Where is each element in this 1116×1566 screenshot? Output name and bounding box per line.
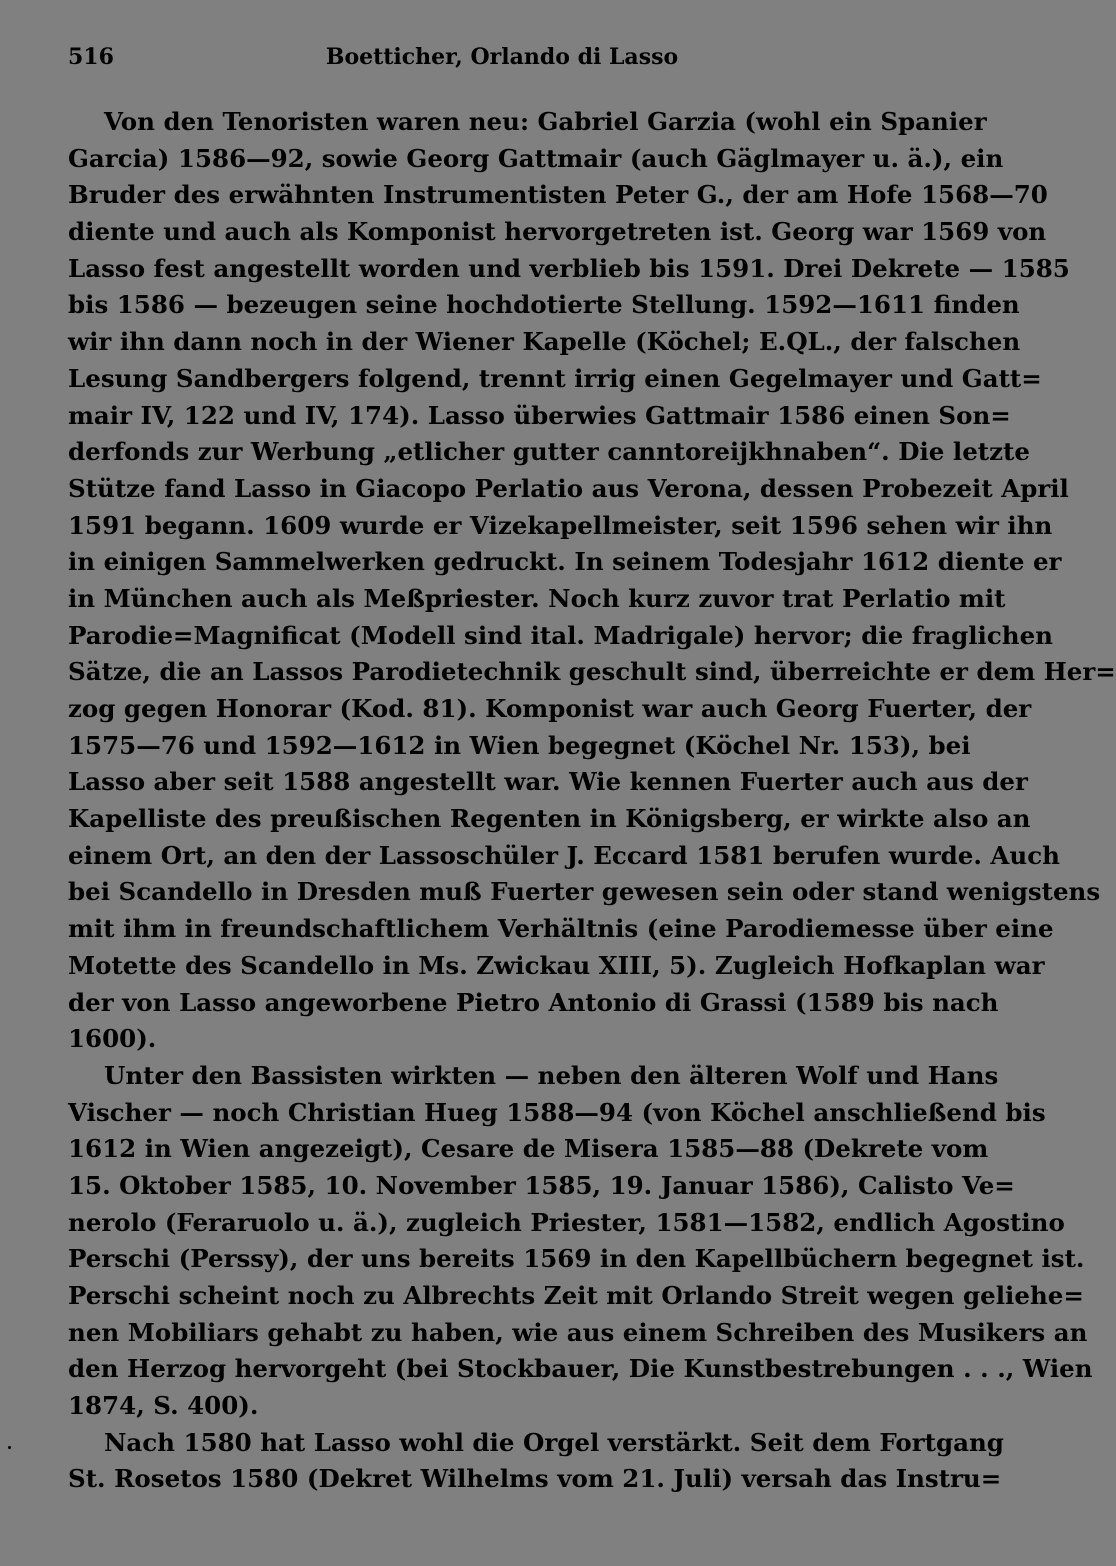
text-line: Perschi (Perssy), der uns bereits 1569 in den Kapellbüchern begegnet ist. [68, 1244, 1085, 1274]
text-line: diente und auch als Komponist hervorgetreten ist. Georg war 1569 von [68, 217, 1047, 247]
text-line: Sätze, die an Lassos Parodietechnik geschult sind, überreichte er dem Her= [68, 657, 1116, 687]
text-line: Lasso fest angestellt worden und verblieb bis 1591. Drei Dekrete — 1585 [68, 253, 1070, 283]
text-line: St. Rosetos 1580 (Dekret Wilhelms vom 21. Juli) versah das Instru= [68, 1464, 1002, 1494]
text-line: einem Ort, an den der Lassoschüler J. Eccard 1581 berufen wurde. Auch [68, 840, 1060, 870]
text-line: in einigen Sammelwerken gedruckt. In seinem Todesjahr 1612 diente er [68, 547, 1062, 577]
text-line: Parodie=Magnificat (Modell sind ital. Madrigale) hervor; die fraglichen [68, 620, 1053, 650]
text-line: bei Scandello in Dresden muß Fuerter gewesen sein oder stand wenigstens [68, 877, 1101, 907]
paragraph [68, 1425, 1004, 1498]
text-line: Unter den Bassisten wirkten — neben den älteren Wolf und Hans [104, 1060, 999, 1090]
paragraph [68, 104, 1116, 1058]
text-line: den Herzog hervorgeht (bei Stockbauer, Die Kunstbestrebungen . . ., Wien [68, 1354, 1093, 1384]
text-line: Perschi scheint noch zu Albrechts Zeit mit Orlando Streit wegen geliehe= [68, 1281, 1084, 1310]
margin-dot [8, 1446, 11, 1449]
text-line: Bruder des erwähnten Instrumentisten Peter G., der am Hofe 1568—70 [68, 180, 1048, 210]
text-line: Vischer — noch Christian Hueg 1588—94 (von Köchel anschließend bis [68, 1097, 1046, 1127]
text-line: zog gegen Honorar (Kod. 81). Komponist war auch Georg Fuerter, der [68, 694, 1032, 723]
text-line: Motette des Scandello in Ms. Zwickau XIII, 5). Zugleich Hofkaplan war [68, 950, 1045, 980]
text-line: bis 1586 — bezeugen seine hochdotierte Stellung. 1592—1611 finden [68, 290, 1020, 320]
text-line: 1575—76 und 1592—1612 in Wien begegnet (Köchel Nr. 153), bei [68, 730, 971, 760]
text-line: in München auch als Meßpriester. Noch kurz zuvor trat Perlatio mit [68, 583, 1006, 613]
text-line: 1612 in Wien angezeigt), Cesare de Misera 1585—88 (Dekrete vom [68, 1134, 989, 1164]
text-line: mair IV, 122 und IV, 174). Lasso überwies Gattmair 1586 einen Son= [68, 400, 1011, 430]
text-line: nen Mobiliars gehabt zu haben, wie aus einem Schreiben des Musikers an [68, 1317, 1088, 1347]
text-line: Von den Tenoristen waren neu: Gabriel Garzia (wohl ein Spanier [104, 107, 987, 136]
paragraph [68, 1058, 1093, 1425]
text-line: 1600). [68, 1024, 157, 1054]
text-line: 1874, S. 400). [68, 1391, 259, 1421]
text-line: Nach 1580 hat Lasso wohl die Orgel verstärkt. Seit dem Fortgang [104, 1427, 1004, 1457]
text-line: Lasso aber seit 1588 angestellt war. Wie kennen Fuerter auch aus der [68, 767, 1028, 797]
body-text [68, 104, 1116, 1498]
text-line: derfonds zur Werbung „etlicher gutter canntoreijkhnaben“. Die letzte [68, 437, 1030, 467]
text-line: Kapelliste des preußischen Regenten in Königsberg, er wirkte also an [68, 804, 1031, 834]
text-line: 1591 begann. 1609 wurde er Vizekapellmeister, seit 1596 sehen wir ihn [68, 510, 1053, 540]
text-line: Lesung Sandbergers folgend, trennt irrig einen Gegelmayer und Gatt= [68, 363, 1042, 393]
text-line: Stütze fand Lasso in Giacopo Perlatio aus Verona, dessen Probezeit April [68, 473, 1069, 503]
text-line: nerolo (Feraruolo u. ä.), zugleich Priester, 1581—1582, endlich Agostino [68, 1207, 1065, 1237]
text-line: mit ihm in freundschaftlichem Verhältnis (eine Parodiemesse über eine [68, 914, 1054, 944]
text-line: wir ihn dann noch in der Wiener Kapelle (Köchel; E.QL., der falschen [68, 327, 1021, 357]
text-line: Garcia) 1586—92, sowie Georg Gattmair (auch Gäglmayer u. ä.), ein [68, 143, 1004, 173]
running-title: Boetticher, Orlando di Lasso [325, 44, 679, 70]
text-line: der von Lasso angeworbene Pietro Antonio di Grassi (1589 bis nach [68, 987, 999, 1017]
text-line: 15. Oktober 1585, 10. November 1585, 19. Januar 1586), Calisto Ve= [68, 1170, 1015, 1200]
page-number: 516 [68, 44, 114, 70]
page-header [68, 44, 936, 78]
